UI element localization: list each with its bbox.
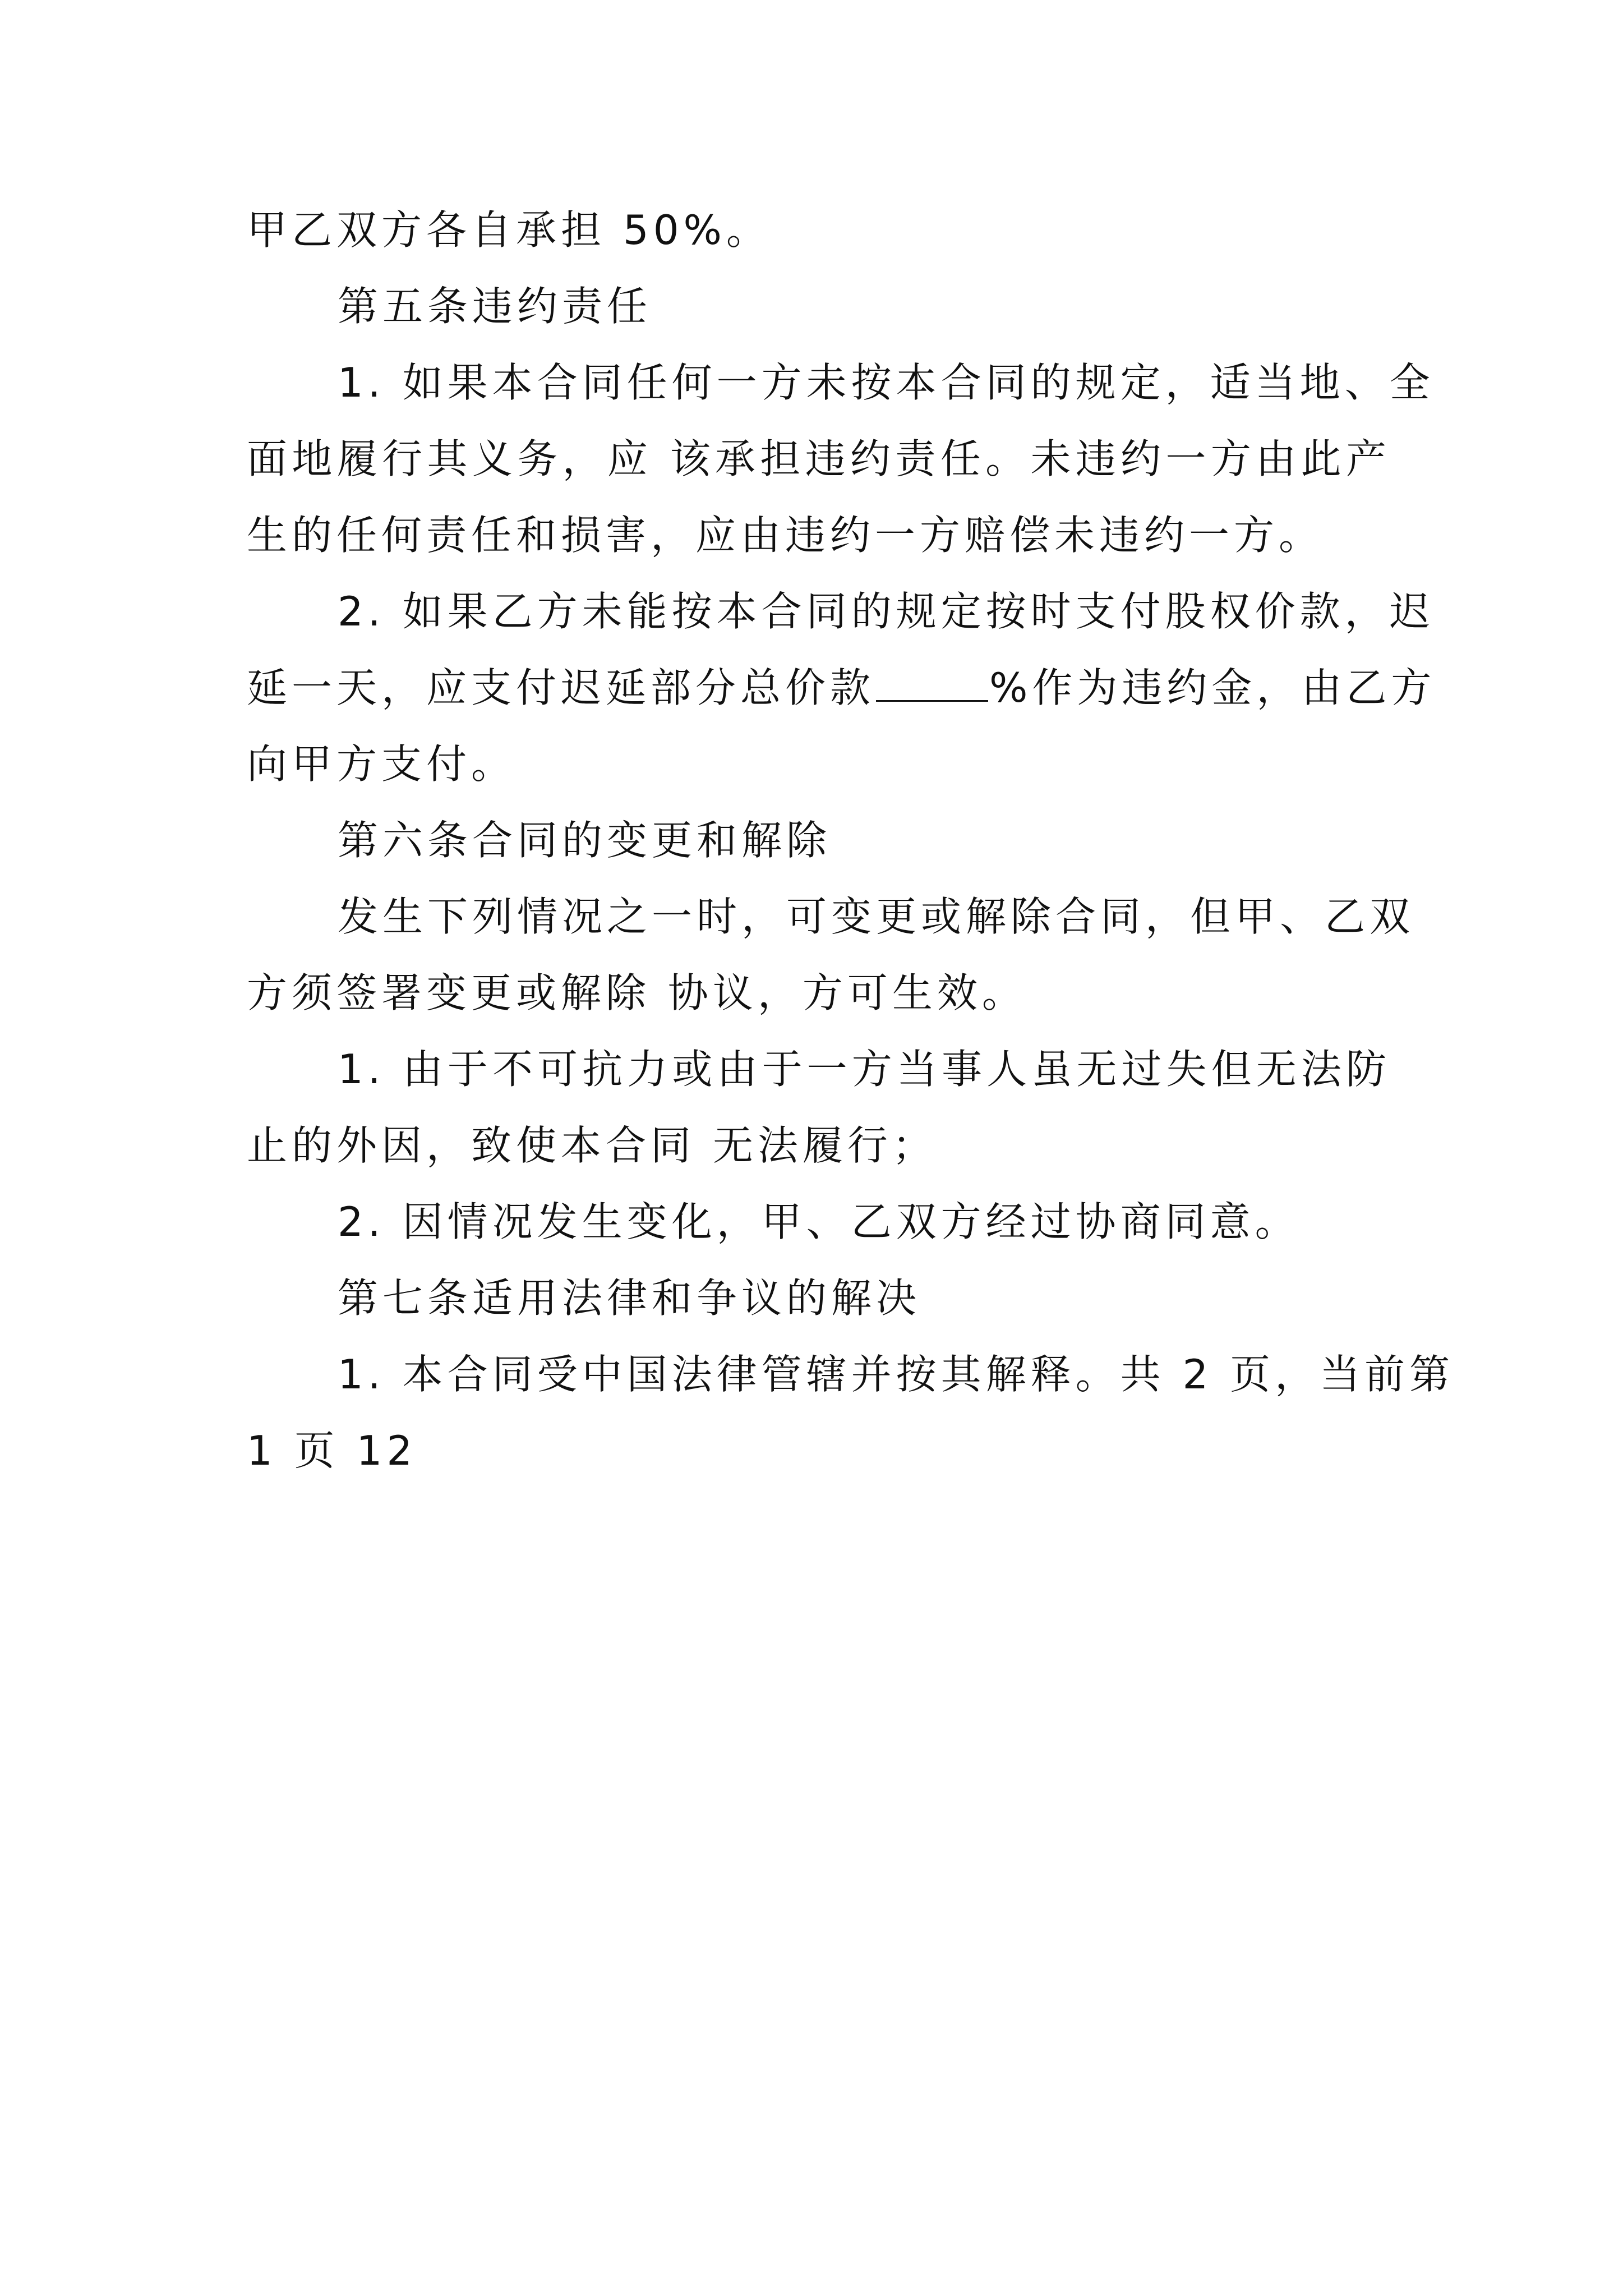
text-line-13: 止的外因，致使本合同 无法履行； bbox=[247, 1122, 937, 1169]
blank-fill-line bbox=[876, 663, 988, 702]
text-line-10: 发生下列情况之一时，可变更或解除合同，但甲、乙双 bbox=[338, 893, 1415, 940]
text-line-14: 2. 因情况发生变化，甲、乙双方经过协商同意。 bbox=[338, 1198, 1300, 1245]
section-heading-6: 第六条合同的变更和解除 bbox=[338, 817, 832, 864]
page-indicator: 1 页 12 bbox=[247, 1427, 417, 1474]
text-line-3: 1. 如果本合同任何一方未按本合同的规定，适当地、全 bbox=[338, 359, 1435, 406]
text-line-6: 2. 如果乙方未能按本合同的规定按时支付股权价款，迟 bbox=[338, 588, 1435, 635]
text-line-7-part-2: %作为违约金，由乙方 bbox=[989, 664, 1436, 711]
text-line-8: 向甲方支付。 bbox=[247, 740, 517, 788]
text-line-7-part-1: 延一天，应支付迟延部分总价款 bbox=[247, 664, 875, 711]
text-line-1: 甲乙双方各自承担 50%。 bbox=[247, 206, 771, 254]
text-line-5: 生的任何责任和损害，应由违约一方赔偿未违约一方。 bbox=[247, 512, 1324, 559]
text-line-16: 1. 本合同受中国法律管辖并按其解释。共 2 页，当前第 bbox=[338, 1351, 1455, 1398]
text-line-12: 1. 由于不可抗力或由于一方当事人虽无过失但无法防 bbox=[338, 1046, 1391, 1093]
text-line-11: 方须签署变更或解除 协议，方可生效。 bbox=[247, 969, 1027, 1016]
text-line-4: 面地履行其义务，应 该承担违约责任。未违约一方由此产 bbox=[247, 435, 1391, 482]
section-heading-7: 第七条适用法律和争议的解决 bbox=[338, 1274, 921, 1322]
text-line-7 bbox=[247, 660, 1436, 716]
section-heading-5: 第五条违约责任 bbox=[338, 283, 652, 330]
